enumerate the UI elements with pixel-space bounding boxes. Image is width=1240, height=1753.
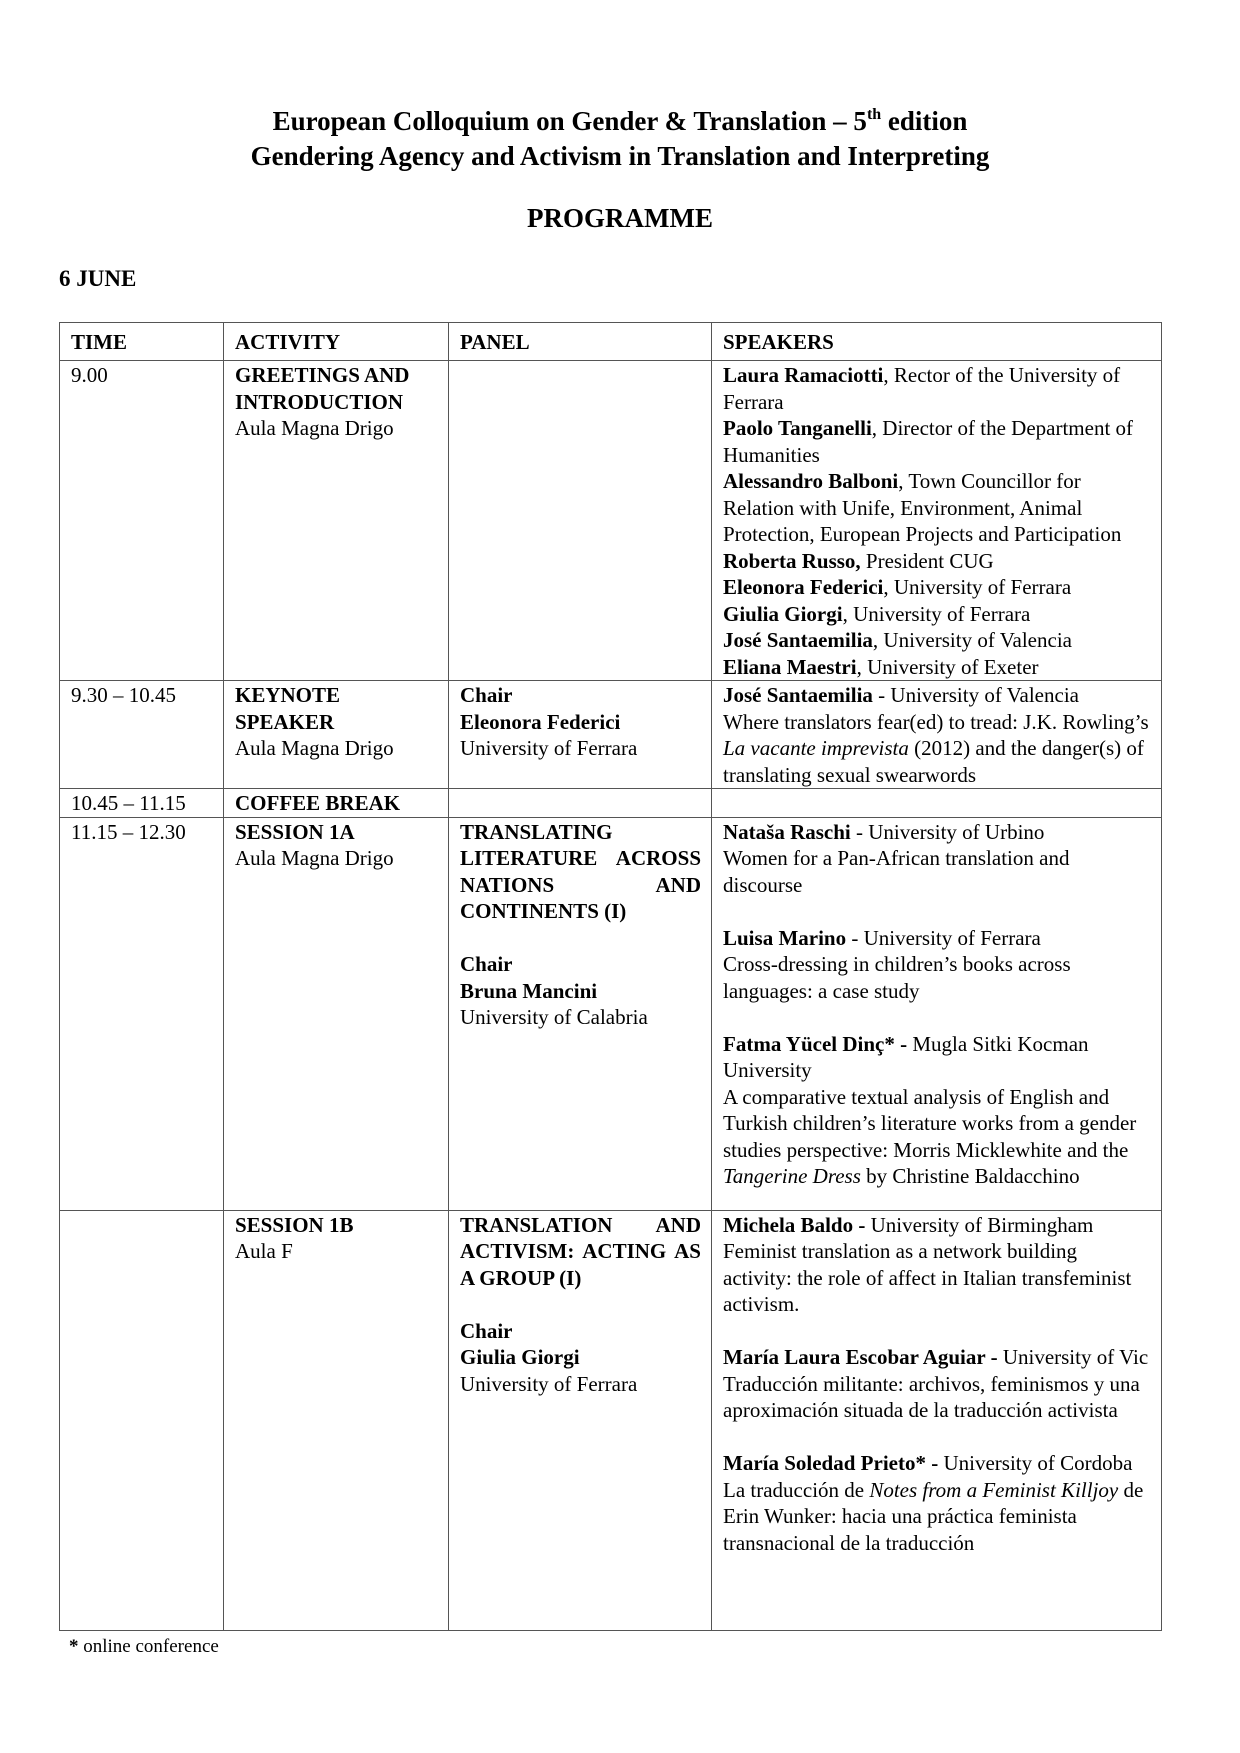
speaker-role: , University of Ferrara — [883, 575, 1072, 599]
chair-name: Giulia Giorgi — [460, 1345, 580, 1369]
speaker-name: Alessandro Balboni — [723, 469, 899, 493]
footnote-marker: * — [69, 1636, 79, 1657]
speakers-cell — [712, 681, 1162, 789]
room-name: Aula F — [235, 1239, 293, 1263]
activity-cell — [224, 681, 449, 789]
spacer — [723, 1004, 1151, 1031]
speaker-entry — [723, 1031, 1151, 1084]
speaker-entry — [723, 548, 1151, 575]
speaker-name: María Laura Escobar Aguiar - — [723, 1345, 998, 1369]
column-header-panel: PANEL — [449, 323, 712, 361]
speaker-affiliation: - University of Urbino — [850, 819, 1045, 844]
spacer — [460, 925, 701, 952]
speaker-entry — [723, 654, 1151, 681]
talk-title-italic: La vacante imprevista — [723, 736, 909, 760]
speaker-name: Nataša Raschi — [723, 819, 851, 844]
table-row — [60, 681, 1162, 789]
activity-cell — [224, 361, 449, 681]
time-cell: 9.00 — [60, 361, 224, 681]
speakers-cell — [712, 361, 1162, 681]
talk-title: Cross-dressing in children’s books across languages: a case study — [723, 952, 1071, 1003]
speaker-name: José Santaemilia — [723, 683, 873, 707]
column-header-time: TIME — [60, 323, 224, 361]
title-prefix: European Colloquium on Gender & Translation – 5 — [272, 106, 867, 136]
speaker-affiliation: - University of Valencia — [872, 683, 1079, 707]
table-row — [60, 789, 1162, 818]
title-suffix: edition — [881, 106, 968, 136]
chair-label: Chair — [460, 1318, 513, 1343]
panel-cell — [449, 361, 712, 681]
talk-title — [723, 709, 1151, 789]
talk-title-text: La traducción de — [723, 1477, 870, 1502]
speaker-entry — [723, 682, 1151, 709]
speaker-name: Paolo Tanganelli — [723, 416, 872, 440]
speaker-affiliation: University of Birmingham — [865, 1212, 1094, 1237]
room-name: Aula Magna Drigo — [235, 416, 394, 440]
talk-title — [723, 1084, 1151, 1190]
talk-title-text: de Erin Wunker: hacia una práctica feminista transnacional de la traducción — [723, 1477, 1144, 1555]
speaker-role: , University of Exeter — [856, 654, 1039, 679]
activity-title: INTRODUCTION — [235, 389, 404, 414]
chair-label: Chair — [460, 952, 513, 976]
panel-cell — [449, 789, 712, 818]
speaker-entry — [723, 415, 1151, 468]
speaker-name: Fatma Yücel Dinç* - — [723, 1031, 908, 1056]
speaker-role: , University of Valencia — [872, 628, 1072, 652]
conference-title — [0, 104, 1240, 139]
time-cell: 9.30 – 10.45 — [60, 681, 224, 789]
chair-name: Bruna Mancini — [460, 978, 598, 1003]
talk-title: Feminist translation as a network building activity: the role of affect in Italian transfeminist activism. — [723, 1239, 1132, 1316]
activity-title: SESSION 1B — [235, 1212, 354, 1237]
activity-cell — [224, 817, 449, 1210]
talk-title: Traducción militante: archivos, feminismos y una aproximación situada de la traducción activista — [723, 1371, 1140, 1422]
day-heading: 6 JUNE — [59, 266, 137, 291]
table-row — [60, 817, 1162, 1210]
time-cell: 11.15 – 12.30 — [60, 817, 224, 1210]
footnote — [69, 1636, 219, 1658]
spacer — [723, 1424, 1151, 1451]
speakers-cell — [712, 817, 1162, 1210]
speaker-affiliation: University of Cordoba — [938, 1451, 1133, 1475]
speaker-role: , Town Councillor for Relation with Unife, Environment, Animal Protection, European Projects and Participation — [723, 469, 1122, 546]
document-header — [0, 104, 1240, 174]
talk-title-text: A comparative textual analysis of English and Turkish children’s literature works from a gender studies perspective: Morris Micklewhite and the — [723, 1084, 1137, 1162]
panel-cell — [449, 681, 712, 789]
speaker-entry — [723, 574, 1151, 601]
activity-title: KEYNOTE — [235, 683, 341, 707]
speaker-role: , University of Ferrara — [842, 601, 1031, 626]
panel-cell — [449, 817, 712, 1210]
spacer — [460, 1291, 701, 1318]
speakers-cell — [712, 1210, 1162, 1630]
speaker-entry — [723, 1450, 1151, 1477]
table-row — [60, 361, 1162, 681]
time-cell — [60, 1210, 224, 1630]
programme-heading: PROGRAMME — [527, 203, 713, 233]
chair-name: Eleonora Federici — [460, 709, 621, 734]
speaker-name: Michela Baldo - — [723, 1212, 866, 1237]
speaker-entry — [723, 627, 1151, 654]
speaker-name: María Soledad Prieto* - — [723, 1451, 939, 1475]
speaker-role: , Director of the Department of Humanities — [723, 416, 1134, 467]
spacer — [723, 1318, 1151, 1345]
activity-title: SESSION 1A — [235, 819, 355, 844]
speaker-entry — [723, 468, 1151, 548]
speaker-affiliation: University of Vic — [997, 1345, 1149, 1369]
column-header-speakers: SPEAKERS — [712, 323, 1162, 361]
speaker-entry — [723, 1212, 1151, 1239]
spacer — [723, 898, 1151, 925]
speaker-name: Giulia Giorgi — [723, 601, 843, 626]
column-header-activity: ACTIVITY — [224, 323, 449, 361]
title-superscript: th — [866, 106, 882, 123]
room-name: Aula Magna Drigo — [235, 736, 394, 760]
activity-cell — [224, 1210, 449, 1630]
activity-cell: COFFEE BREAK — [224, 789, 449, 818]
footnote-text: online conference — [78, 1636, 219, 1657]
activity-title: GREETINGS AND — [235, 363, 410, 387]
talk-title-text: by Christine Baldacchino — [860, 1164, 1080, 1188]
speaker-affiliation: Mugla Sitki Kocman University — [723, 1031, 1089, 1082]
talk-title-italic: Tangerine Dress — [723, 1164, 861, 1188]
talk-title-italic: Notes from a Feminist Killjoy — [869, 1477, 1119, 1502]
time-cell: 10.45 – 11.15 — [60, 789, 224, 818]
chair-label: Chair — [460, 683, 513, 707]
speaker-entry — [723, 1344, 1151, 1371]
speaker-name: Eleonora Federici — [723, 575, 884, 599]
speaker-entry — [723, 925, 1151, 952]
speaker-entry — [723, 819, 1151, 846]
speaker-role: , Rector of the University of Ferrara — [723, 363, 1121, 414]
programme-table — [59, 322, 1162, 1631]
panel-title: TRANSLATING LITERATURE ACROSS NATIONS AND CONTINENTS (I) — [460, 819, 701, 923]
chair-affiliation: University of Calabria — [460, 1005, 648, 1029]
talk-title-text: Where translators fear(ed) to tread: J.K. Rowling’s — [723, 709, 1149, 734]
activity-title: SPEAKER — [235, 709, 335, 734]
chair-affiliation: University of Ferrara — [460, 736, 638, 760]
table-header-row — [60, 323, 1162, 361]
speaker-name: Laura Ramaciotti — [723, 363, 884, 387]
speaker-affiliation: - University of Ferrara — [846, 925, 1041, 950]
panel-title: TRANSLATION AND ACTIVISM: ACTING AS A GROUP (I) — [460, 1212, 701, 1290]
chair-affiliation: University of Ferrara — [460, 1371, 638, 1396]
speaker-name: Roberta Russo, — [723, 548, 861, 573]
panel-cell — [449, 1210, 712, 1630]
talk-title-text: (2012) and the danger(s) of translating sexual swearwords — [723, 736, 1144, 787]
speaker-entry — [723, 362, 1151, 415]
speakers-cell — [712, 789, 1162, 818]
table-row — [60, 1210, 1162, 1630]
speaker-name: Eliana Maestri — [723, 654, 857, 679]
speaker-entry — [723, 601, 1151, 628]
speaker-name: Luisa Marino — [723, 925, 847, 950]
speaker-role: President CUG — [860, 548, 994, 573]
talk-title: Women for a Pan-African translation and discourse — [723, 846, 1070, 897]
talk-title — [723, 1477, 1151, 1557]
room-name: Aula Magna Drigo — [235, 846, 394, 870]
speaker-name: José Santaemilia — [723, 628, 873, 652]
conference-subtitle: Gendering Agency and Activism in Translation and Interpreting — [250, 141, 990, 171]
